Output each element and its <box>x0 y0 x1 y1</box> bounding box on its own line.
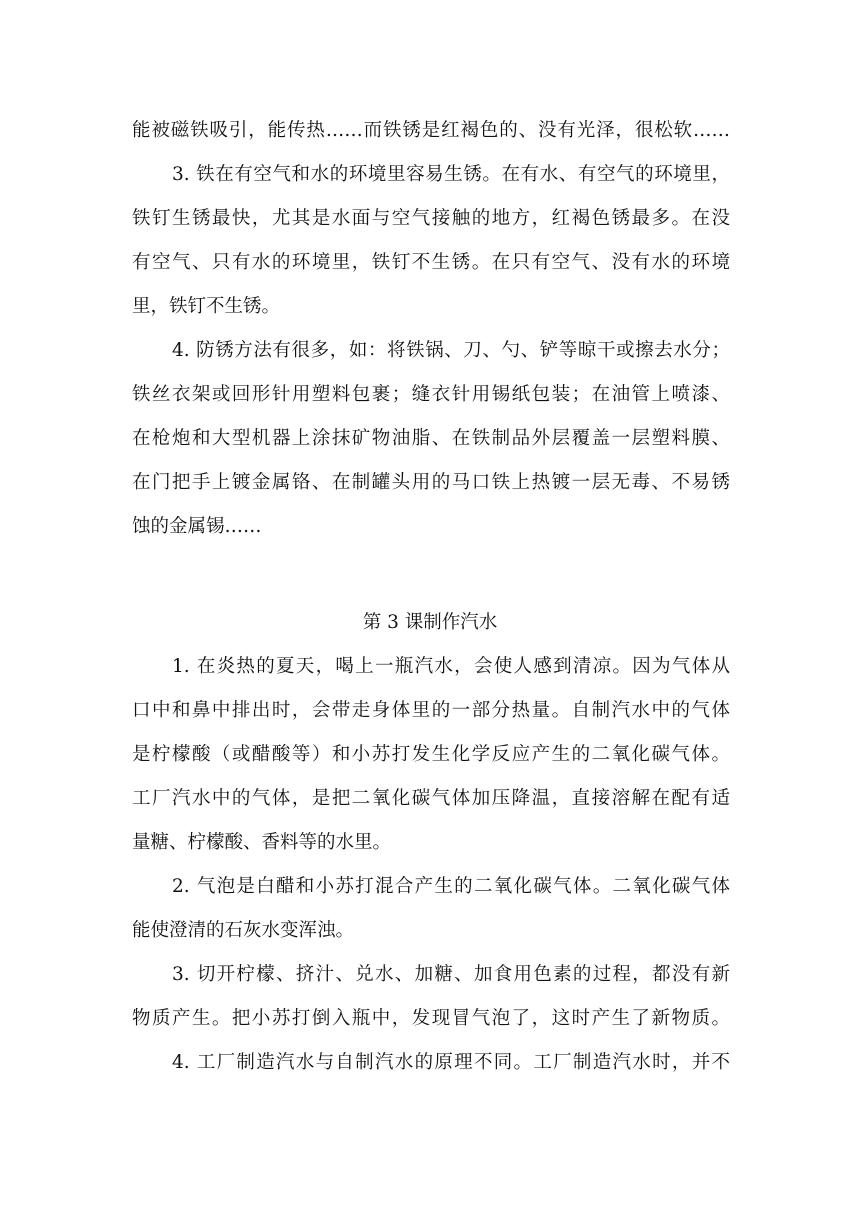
paragraph-line: 4. 工厂制造汽水与自制汽水的原理不同。工厂制造汽水时，并不 <box>172 1052 730 1073</box>
paragraph-line: 蚀的金属锡…… <box>132 516 262 537</box>
paragraph-line: 量糖、柠檬酸、香料等的水里。 <box>132 832 392 853</box>
paragraph-line: 在枪炮和大型机器上涂抹矿物油脂、在铁制品外层覆盖一层塑料膜、 <box>132 428 730 449</box>
lesson-title: 第 3 课制作汽水 <box>362 612 498 633</box>
paragraph-line: 铁丝衣架或回形针用塑料包裹；缝衣针用锡纸包装；在油管上喷漆、 <box>132 384 730 405</box>
paragraph-line: 3. 切开柠檬、挤汁、兑水、加糖、加食用色素的过程，都没有新 <box>172 964 730 985</box>
paragraph-line: 能被磁铁吸引，能传热……而铁锈是红褐色的、没有光泽，很松软…… <box>132 120 730 141</box>
paragraph-line: 口中和鼻中排出时，会带走身体里的一部分热量。自制汽水中的气体 <box>132 700 730 721</box>
paragraph-line: 物质产生。把小苏打倒入瓶中，发现冒气泡了，这时产生了新物质。 <box>132 1008 730 1029</box>
paragraph-line: 铁钉生锈最快，尤其是水面与空气接触的地方，红褐色锈最多。在没 <box>132 208 730 229</box>
paragraph-line: 能使澄清的石灰水变浑浊。 <box>132 920 355 941</box>
paragraph-line: 2. 气泡是白醋和小苏打混合产生的二氧化碳气体。二氧化碳气体 <box>172 876 730 897</box>
paragraph-line: 有空气、只有水的环境里，铁钉不生锈。在只有空气、没有水的环境 <box>132 252 730 273</box>
paragraph-line: 1. 在炎热的夏天，喝上一瓶汽水，会使人感到清凉。因为气体从 <box>172 656 730 677</box>
paragraph-line: 在门把手上镀金属铬、在制罐头用的马口铁上热镀一层无毒、不易锈 <box>132 472 730 493</box>
paragraph-line: 3. 铁在有空气和水的环境里容易生锈。在有水、有空气的环境里， <box>172 164 730 185</box>
paragraph-line: 是柠檬酸（或醋酸等）和小苏打发生化学反应产生的二氧化碳气体。 <box>132 744 730 765</box>
paragraph-line: 工厂汽水中的气体，是把二氧化碳气体加压降温，直接溶解在配有适 <box>132 788 730 809</box>
paragraph-line: 里，铁钉不生锈。 <box>132 296 281 317</box>
paragraph-line: 4. 防锈方法有很多，如：将铁锅、刀、勺、铲等晾干或擦去水分； <box>172 340 730 361</box>
